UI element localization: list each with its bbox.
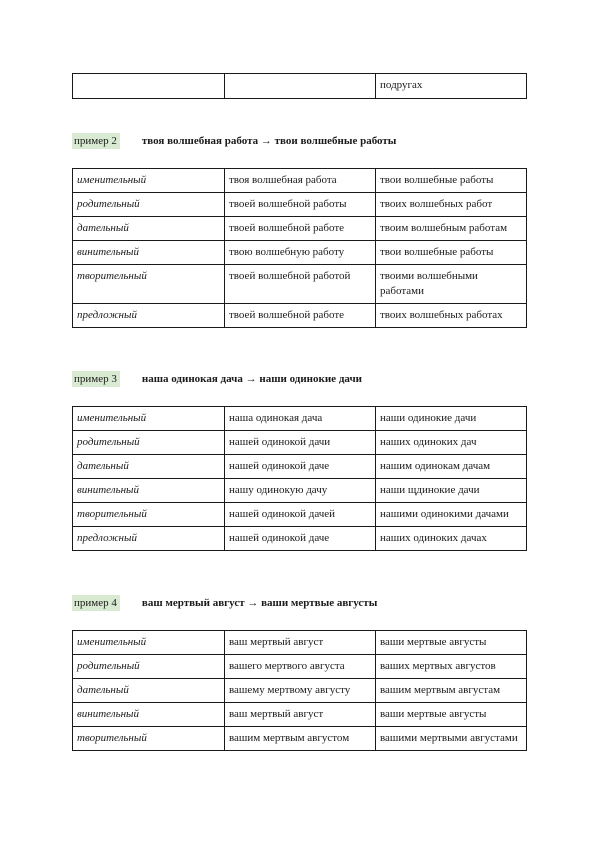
plural-cell: наших одиноких дачах	[376, 527, 527, 551]
case-cell: дательный	[73, 455, 225, 479]
singular-cell: ваш мертвый август	[225, 703, 376, 727]
case-cell: предложный	[73, 304, 225, 328]
plural-cell: наши щдинокие дачи	[376, 479, 527, 503]
table-row	[73, 265, 527, 304]
plural-cell: ваши мертвые августы	[376, 631, 527, 655]
table-row	[73, 479, 527, 503]
singular-cell: нашей одинокой даче	[225, 527, 376, 551]
singular-cell: нашей одинокой дачей	[225, 503, 376, 527]
case-cell: винительный	[73, 241, 225, 265]
example-3-heading	[72, 371, 362, 387]
singular-cell: ваш мертвый август	[225, 631, 376, 655]
case-cell: родительный	[73, 655, 225, 679]
case-cell: дательный	[73, 217, 225, 241]
example-phrase: наша одинокая дача → наши одинокие дачи	[141, 373, 362, 385]
singular-cell: наша одинокая дача	[225, 407, 376, 431]
table-row	[73, 74, 527, 99]
case-cell: винительный	[73, 703, 225, 727]
plural-cell: твоих волшебных работах	[376, 304, 527, 328]
case-cell: родительный	[73, 193, 225, 217]
table-row	[73, 503, 527, 527]
plural-cell: подругах	[376, 74, 527, 99]
singular-cell	[225, 74, 376, 99]
plural-cell: наши одинокие дачи	[376, 407, 527, 431]
top-table	[72, 73, 527, 99]
table-row	[73, 304, 527, 328]
table-row	[73, 631, 527, 655]
example-tag: пример 3	[72, 371, 120, 387]
example-3-table	[72, 406, 527, 551]
example-tag: пример 2	[72, 133, 120, 149]
singular-cell: нашу одинокую дачу	[225, 479, 376, 503]
singular-cell: твоей волшебной работе	[225, 304, 376, 328]
plural-cell: ваши мертвые августы	[376, 703, 527, 727]
case-cell: именительный	[73, 407, 225, 431]
singular-cell: твоей волшебной работы	[225, 193, 376, 217]
example-phrase: ваш мертвый август → ваши мертвые августы	[141, 597, 378, 609]
singular-cell: вашего мертвого августа	[225, 655, 376, 679]
singular-cell: вашим мертвым августом	[225, 727, 376, 751]
table-row	[73, 431, 527, 455]
example-4-table	[72, 630, 527, 751]
plural-cell: твои волшебные работы	[376, 169, 527, 193]
case-cell: творительный	[73, 265, 225, 304]
table-row	[73, 169, 527, 193]
table-row	[73, 527, 527, 551]
case-cell	[73, 74, 225, 99]
plural-cell: наших одиноких дач	[376, 431, 527, 455]
example-2-table	[72, 168, 527, 328]
example-phrase: твоя волшебная работа → твои волшебные работы	[141, 135, 397, 147]
table-row	[73, 407, 527, 431]
table-row	[73, 727, 527, 751]
plural-cell: нашими одинокими дачами	[376, 503, 527, 527]
example-4-heading	[72, 595, 377, 611]
plural-cell: нашим одинокам дачам	[376, 455, 527, 479]
case-cell: предложный	[73, 527, 225, 551]
table-row	[73, 455, 527, 479]
singular-cell: твоей волшебной работой	[225, 265, 376, 304]
table-row	[73, 217, 527, 241]
case-cell: именительный	[73, 169, 225, 193]
case-cell: именительный	[73, 631, 225, 655]
plural-cell: твоих волшебных работ	[376, 193, 527, 217]
singular-cell: твоя волшебная работа	[225, 169, 376, 193]
plural-cell: твоим волшебным работам	[376, 217, 527, 241]
plural-cell: вашими мертвыми августами	[376, 727, 527, 751]
table-row	[73, 193, 527, 217]
plural-cell: твоими волшебными работами	[376, 265, 527, 304]
singular-cell: вашему мертвому августу	[225, 679, 376, 703]
table-row	[73, 241, 527, 265]
singular-cell: нашей одинокой дачи	[225, 431, 376, 455]
case-cell: винительный	[73, 479, 225, 503]
table-row	[73, 655, 527, 679]
singular-cell: твою волшебную работу	[225, 241, 376, 265]
table-row	[73, 703, 527, 727]
table-row	[73, 679, 527, 703]
case-cell: творительный	[73, 727, 225, 751]
singular-cell: твоей волшебной работе	[225, 217, 376, 241]
example-2-heading	[72, 133, 396, 149]
plural-cell: твои волшебные работы	[376, 241, 527, 265]
case-cell: родительный	[73, 431, 225, 455]
example-tag: пример 4	[72, 595, 120, 611]
plural-cell: ваших мертвых августов	[376, 655, 527, 679]
singular-cell: нашей одинокой даче	[225, 455, 376, 479]
case-cell: дательный	[73, 679, 225, 703]
case-cell: творительный	[73, 503, 225, 527]
plural-cell: вашим мертвым августам	[376, 679, 527, 703]
